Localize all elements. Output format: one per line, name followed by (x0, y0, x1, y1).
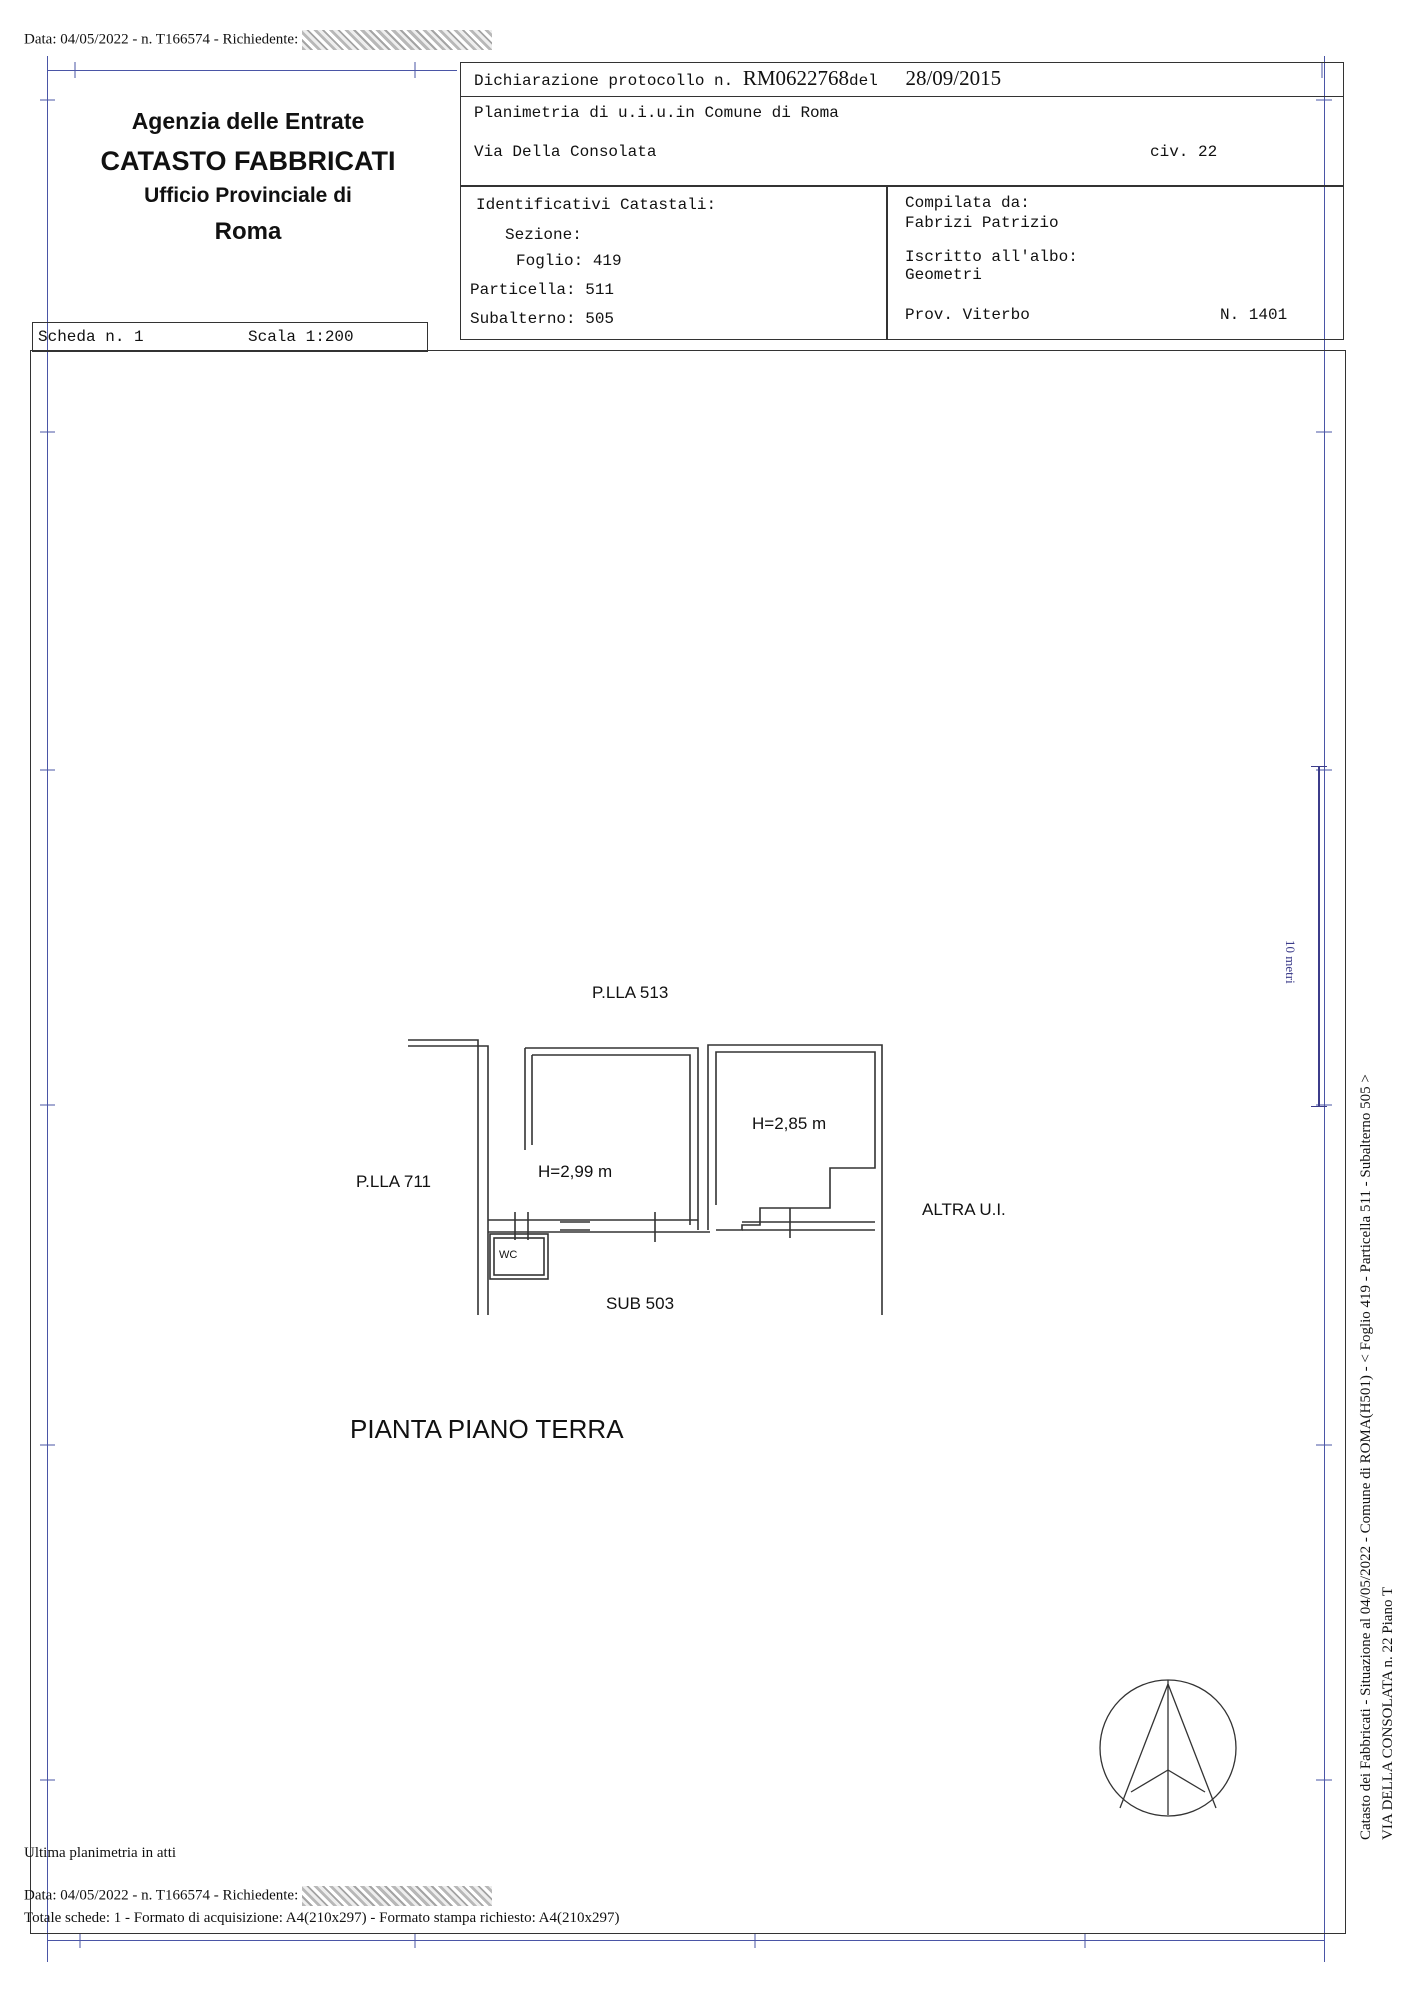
albo-number: N. 1401 (1220, 306, 1288, 324)
protocol-date: 28/09/2015 (905, 66, 1002, 90)
footer-data-prefix: Data: 04/05/2022 - n. T166574 - Richiedente: (24, 1887, 299, 1904)
compilata-name: Fabrizi Patrizio (905, 214, 1059, 232)
label-plla-513: P.LLA 513 (592, 983, 669, 1002)
protocol-del: del (849, 72, 878, 90)
scala-label: Scala 1:200 (248, 328, 354, 346)
compilata-label: Compilata da: (905, 194, 1030, 212)
side-text-line2: VIA DELLA CONSOLATA n. 22 Piano T (1380, 1586, 1396, 1840)
protocol-number: RM0622768 (742, 66, 850, 90)
label-sub-503: SUB 503 (606, 1294, 675, 1313)
agency-line1: Agenzia delle Entrate (131, 108, 365, 134)
label-plla-711: P.LLA 711 (356, 1172, 432, 1191)
protocol-label: Dichiarazione protocollo n. (474, 72, 734, 90)
footer-data-line (24, 1886, 492, 1906)
identificativi-title: Identificativi Catastali: (476, 196, 717, 214)
footer-ultima: Ultima planimetria in atti (24, 1845, 177, 1861)
footer-redacted-requester (302, 1886, 492, 1906)
foglio-text: Foglio: 419 (516, 252, 622, 270)
label-height-left: H=2,99 m (538, 1162, 613, 1181)
prov-text: Prov. Viterbo (905, 306, 1030, 324)
label-wc: WC (499, 1249, 518, 1261)
agency-line4: Roma (214, 218, 282, 245)
side-text-line1: Catasto dei Fabbricati - Situazione al 04/05/2022 - Comune di ROMA(H501) - < Foglio 419 - Particella 511 - Subalterno 505 > (1358, 1074, 1374, 1840)
scale-bar-label: 10 metri (1283, 940, 1298, 984)
subalterno-text: Subalterno: 505 (470, 310, 615, 328)
planimetria-text: Planimetria di u.i.u.in Comune di Roma (474, 104, 839, 122)
plan-title: PIANTA PIANO TERRA (350, 1414, 624, 1444)
albo-label: Iscritto all'albo: (905, 248, 1078, 266)
label-altra-ui: ALTRA U.I. (922, 1200, 1006, 1219)
sezione-text: Sezione: (505, 226, 582, 244)
scheda-label: Scheda n. 1 (38, 328, 144, 346)
via-text: Via Della Consolata (474, 143, 657, 161)
label-height-right: H=2,85 m (752, 1114, 827, 1133)
particella-text: Particella: 511 (470, 281, 615, 299)
albo-value: Geometri (905, 266, 982, 284)
agency-line3: Ufficio Provinciale di (144, 184, 352, 207)
civ-text: civ. 22 (1150, 143, 1218, 161)
header-prefix: Data: 04/05/2022 - n. T166574 - Richiedente: (24, 31, 299, 48)
agency-line2: CATASTO FABBRICATI (100, 146, 396, 176)
footer-totale: Totale schede: 1 - Formato di acquisizione: A4(210x297) - Formato stampa richiesto: A4(210x297) (24, 1910, 620, 1926)
